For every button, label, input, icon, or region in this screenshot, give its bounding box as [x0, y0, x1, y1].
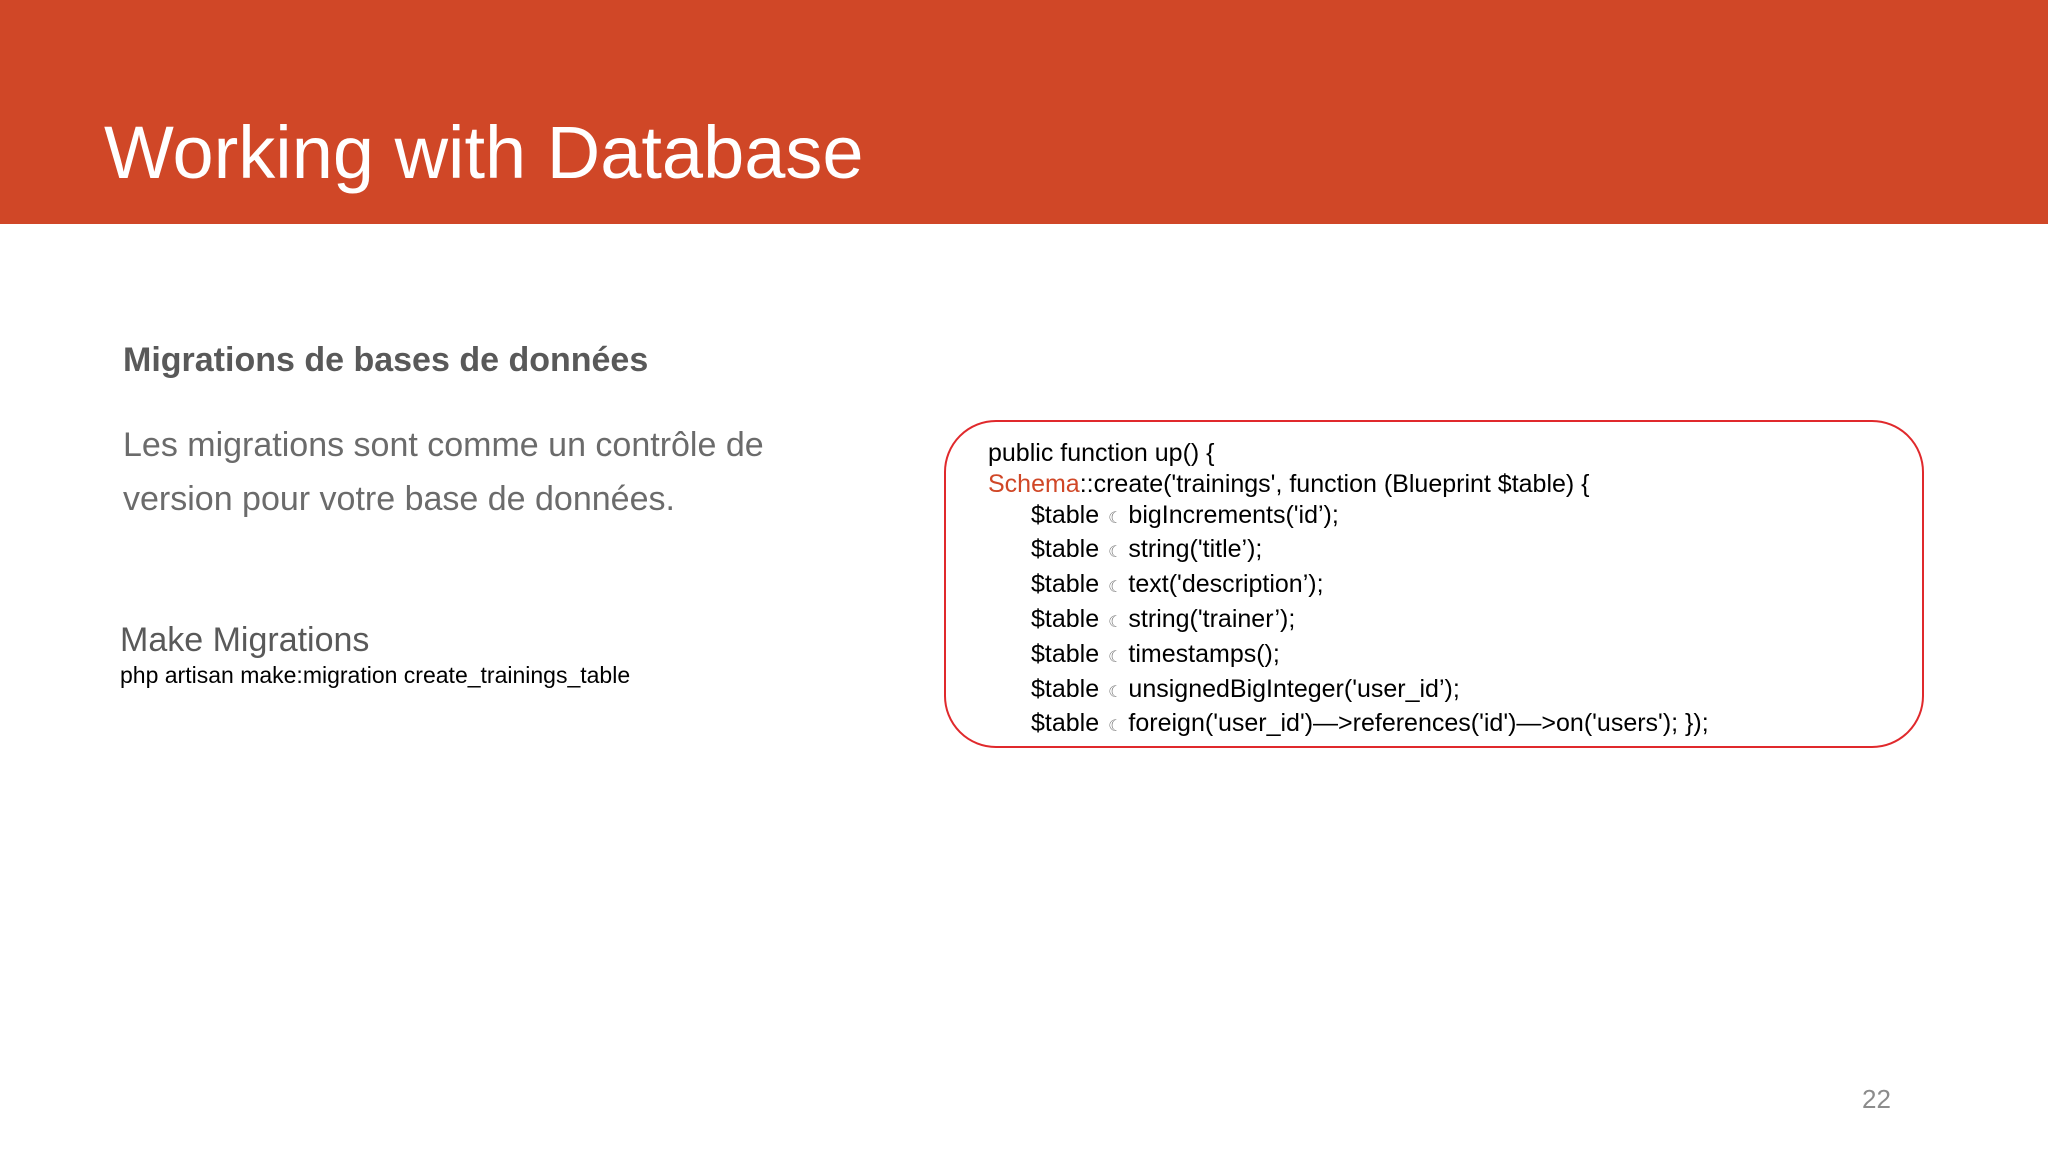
- slide-title: Working with Database: [104, 111, 864, 194]
- arrow-icon: ☾: [1108, 648, 1123, 666]
- code-line: [988, 569, 1709, 604]
- method-call: foreign('user_id')—>references('id')—>on('users'); });: [1128, 709, 1709, 738]
- arrow-icon: ☾: [1108, 579, 1123, 597]
- code-line: [988, 708, 1709, 743]
- code-line: [988, 604, 1709, 639]
- code-block: [988, 438, 1709, 743]
- table-var: $table: [1031, 604, 1100, 633]
- table-var: $table: [1031, 639, 1100, 668]
- arrow-icon: ☾: [1108, 509, 1123, 527]
- code-text: public function up() {: [988, 439, 1215, 467]
- code-line: [988, 639, 1709, 674]
- table-var: $table: [1031, 709, 1100, 738]
- table-var: $table: [1031, 570, 1100, 599]
- table-var: $table: [1031, 500, 1100, 529]
- intro-paragraph: [123, 418, 843, 526]
- arrow-icon: ☾: [1108, 613, 1123, 631]
- method-call: string('trainer’);: [1128, 604, 1296, 633]
- page-number: 22: [1862, 1084, 1891, 1114]
- code-line: [988, 500, 1709, 535]
- arrow-icon: ☾: [1108, 683, 1123, 701]
- code-line: [988, 469, 1709, 500]
- code-line: [988, 674, 1709, 709]
- arrow-icon: ☾: [1108, 718, 1123, 736]
- make-migrations-heading: Make Migrations: [120, 621, 370, 659]
- code-line: [988, 438, 1709, 469]
- arrow-icon: ☾: [1108, 544, 1123, 562]
- method-call: bigIncrements('id’);: [1128, 500, 1339, 529]
- schema-keyword: Schema: [988, 469, 1080, 498]
- method-call: timestamps();: [1128, 639, 1280, 668]
- intro-line: Les migrations sont comme un contrôle de: [123, 426, 764, 464]
- table-var: $table: [1031, 674, 1100, 703]
- method-call: string('title’);: [1128, 535, 1263, 564]
- intro-line: version pour votre base de données.: [123, 480, 675, 518]
- table-var: $table: [1031, 535, 1100, 564]
- section-subtitle: Migrations de bases de données: [123, 341, 649, 379]
- method-call: unsignedBigInteger('user_id’);: [1128, 674, 1460, 703]
- make-migration-command: php artisan make:migration create_trainings_table: [120, 662, 631, 688]
- code-text: ::create('trainings', function (Blueprint $table) {: [1079, 469, 1590, 498]
- method-call: text('description’);: [1128, 570, 1324, 599]
- code-line: [988, 534, 1709, 569]
